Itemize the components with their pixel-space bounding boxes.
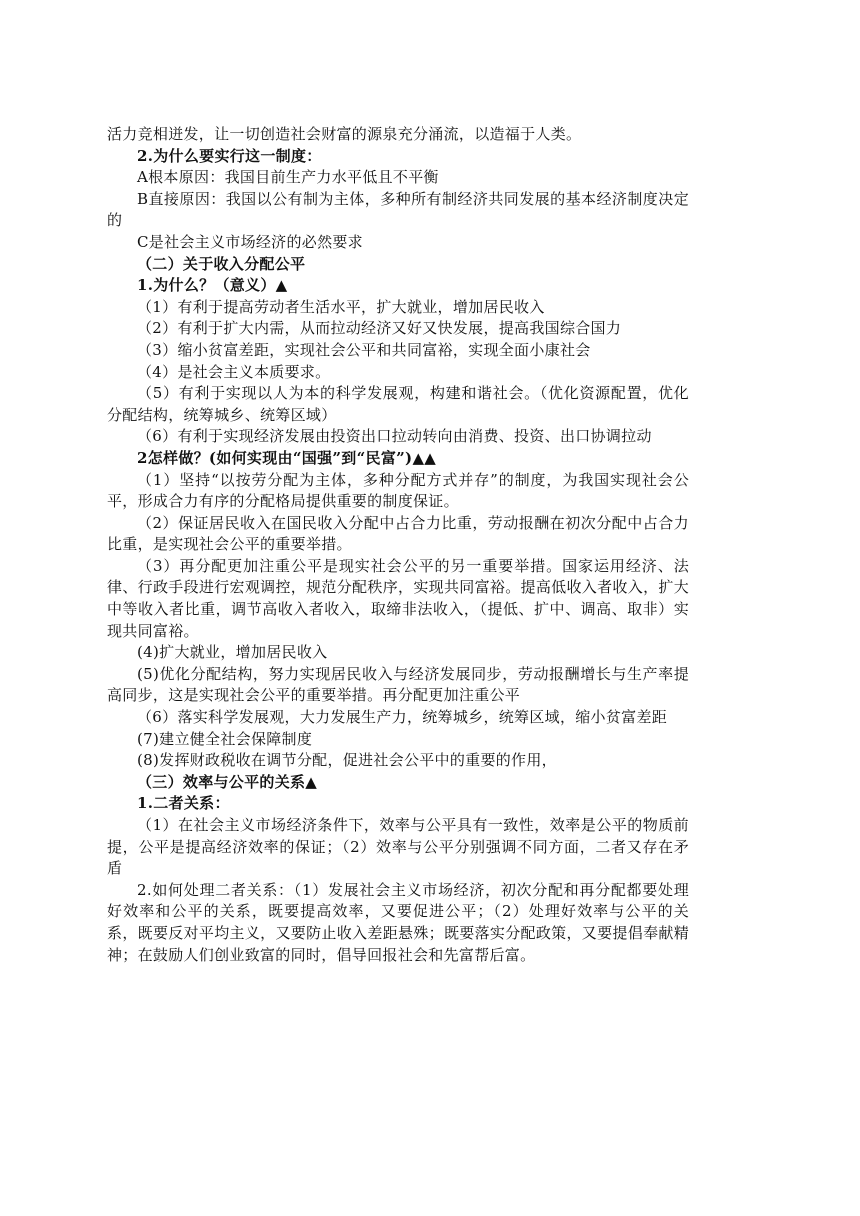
paragraph: 活力竞相迸发，让一切创造社会财富的源泉充分涌流，以造福于人类。: [107, 125, 582, 143]
paragraph: （2）有利于扩大内需，从而拉动经济又好又快发展，提高我国综合国力: [137, 319, 622, 338]
paragraph: (5)优化分配结构，努力实现居民收入与经济发展同步，劳动报酬增长与生产率提高同步，这是实现社会公平的重要举措。再分配更加注重公平: [107, 664, 689, 705]
section-heading: （三）效率与公平的关系▲: [137, 772, 318, 791]
paragraph: (4)扩大就业，增加居民收入: [137, 643, 328, 662]
paragraph: (7)建立健全社会保障制度: [137, 729, 313, 748]
paragraph: （5）有利于实现以人为本的科学发展观，构建和谐社会。（优化资源配置，优化分配结构，统筹城乡、统筹区域）: [107, 384, 689, 424]
paragraph: （1）在社会主义市场经济条件下，效率与公平具有一致性，效率是公平的物质前提，公平是提高经济效率的保证；（2）效率与公平分别强调不同方面，二者又存在矛盾: [107, 816, 689, 878]
paragraph: A根本原因：我国目前生产力水平低且不平衡: [137, 168, 439, 187]
paragraph: B直接原因：我国以公有制为主体，多种所有制经济共同发展的基本经济制度决定的: [107, 189, 689, 230]
paragraph: 2.如何处理二者关系：（1）发展社会主义市场经济，初次分配和再分配都要处理好效率和公平的关系，既要提高效率，又要促进公平；（2）处理好效率与公平的关系，既要反对平均主义，又要防止收入差距悬殊；既要落实分配政策，又要提倡奉献精神；在鼓励人们创业致富的同时，倡导回报社会和先富帮后富。: [107, 880, 689, 964]
paragraph: （2）保证居民收入在国民收入分配中占合力比重，劳动报酬在初次分配中占合力比重，是实现社会公平的重要举措。: [107, 513, 689, 554]
paragraph: （6）落实科学发展观，大力发展生产力，统筹城乡，统筹区域，缩小贫富差距: [137, 708, 668, 727]
document-page: [107, 124, 689, 966]
paragraph: (8)发挥财政税收在调节分配，促进社会公平中的重要的作用，: [137, 751, 557, 770]
paragraph: （3）缩小贫富差距，实现社会公平和共同富裕，实现全面小康社会: [137, 340, 591, 359]
section-heading: 2.为什么要实行这一制度：: [137, 146, 322, 165]
paragraph: C是社会主义市场经济的必然要求: [137, 232, 363, 251]
section-heading: （二）关于收入分配公平: [137, 254, 306, 273]
section-heading: 1.二者关系：: [137, 794, 230, 813]
paragraph: （4）是社会主义本质要求。: [137, 362, 331, 381]
section-heading: 2怎样做？(如何实现由“国强”到“民富”)▲▲: [137, 448, 437, 467]
paragraph: （1）坚持“以按劳分配为主体，多种分配方式并存”的制度，为我国实现社会公平，形成合力有序的分配格局提供重要的制度保证。: [107, 470, 689, 511]
section-heading: 1.为什么？（意义）▲: [137, 276, 288, 295]
paragraph: （3）再分配更加注重公平是现实社会公平的另一重要举措。国家运用经济、法律、行政手段进行宏观调控，规范分配秩序，实现共同富裕。提高低收入者收入，扩大中等收入者比重，调节高收入者收入，取缔非法收入，（提低、扩中、调高、取非）实现共同富裕。: [107, 556, 689, 640]
paragraph: （6）有利于实现经济发展由投资出口拉动转向由消费、投资、出口协调拉动: [137, 427, 652, 446]
paragraph: （1）有利于提高劳动者生活水平，扩大就业，增加居民收入: [137, 297, 545, 316]
